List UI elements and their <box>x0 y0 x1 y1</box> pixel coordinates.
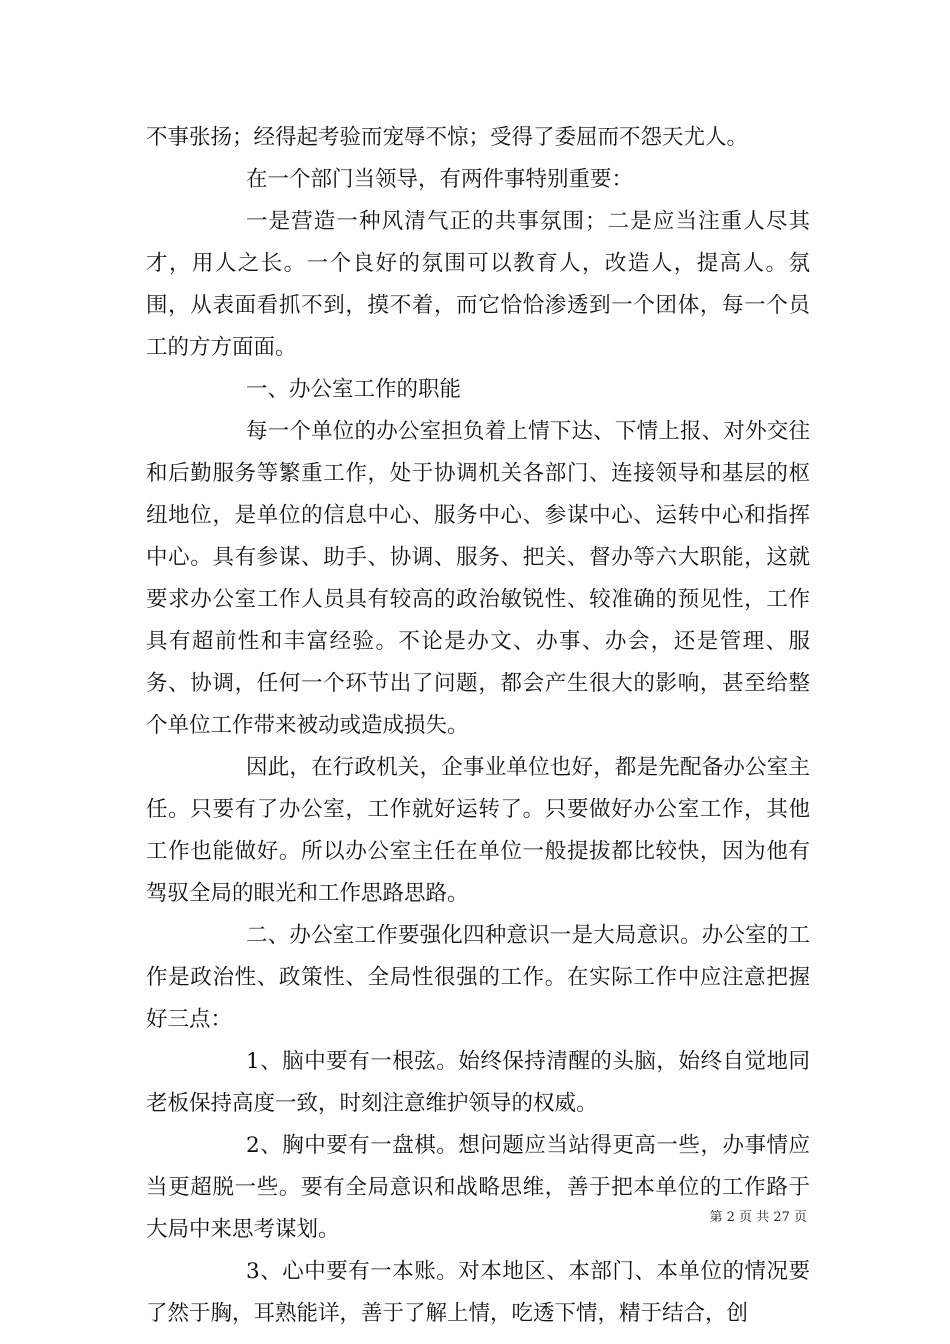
paragraph: 一是营造一种风清气正的共事氛围；二是应当注重人尽其才，用人之长。一个良好的氛围可以教育人，改造人，提高人。氛围，从表面看抓不到，摸不着，而它恰恰渗透到一个团体，每一个员工的方方面面。 <box>146 209 810 360</box>
list-item: 2、胸中要有一盘棋。想问题应当站得更高一些，办事情应当更超脱一些。要有全局意识和战略思维，善于把本单位的工作路于大局中来思考谋划。 <box>146 1133 810 1242</box>
paragraph: 因此，在行政机关，企事业单位也好，都是先配备办公室主任。只要有了办公室，工作就好运转了。只要做好办公室工作，其他工作也能做好。所以办公室主任在单位一般提拔都比较快，因为他有驾驭全局的眼光和工作思路思路。 <box>146 755 810 906</box>
paragraph: 在一个部门当领导，有两件事特别重要： <box>246 167 634 192</box>
document-body <box>146 117 810 1335</box>
page-number: 第 2 页 共 27 页 <box>709 1210 807 1225</box>
list-item: 1、脑中要有一根弦。始终保持清醒的头脑，始终自觉地同老板保持高度一致，时刻注意维护领导的权威。 <box>146 1049 810 1116</box>
section-heading-paragraph: 二、办公室工作要强化四种意识一是大局意识。办公室的工作是政治性、政策性、全局性很强的工作。在实际工作中应注意把握好三点： <box>146 923 810 1032</box>
paragraph-continuation: 不事张扬；经得起考验而宠辱不惊；受得了委屈而不怨天尤人。 <box>146 125 749 150</box>
section-heading: 一、办公室工作的职能 <box>246 377 462 402</box>
list-item: 3、心中要有一本账。对本地区、本部门、本单位的情况要了然于胸，耳熟能详，善于了解上情，吃透下情，精于结合，创 <box>146 1259 810 1326</box>
paragraph: 每一个单位的办公室担负着上情下达、下情上报、对外交往和后勤服务等繁重工作，处于协调机关各部门、连接领导和基层的枢纽地位，是单位的信息中心、服务中心、参谋中心、运转中心和指挥中心。具有参谋、助手、协调、服务、把关、督办等六大职能，这就要求办公室工作人员具有较高的政治敏锐性、较准确的预见性，工作具有超前性和丰富经验。不论是办文、办事、办会，还是管理、服务、协调，任何一个环节出了问题，都会产生很大的影响，甚至给整个单位工作带来被动或造成损失。 <box>146 419 810 738</box>
